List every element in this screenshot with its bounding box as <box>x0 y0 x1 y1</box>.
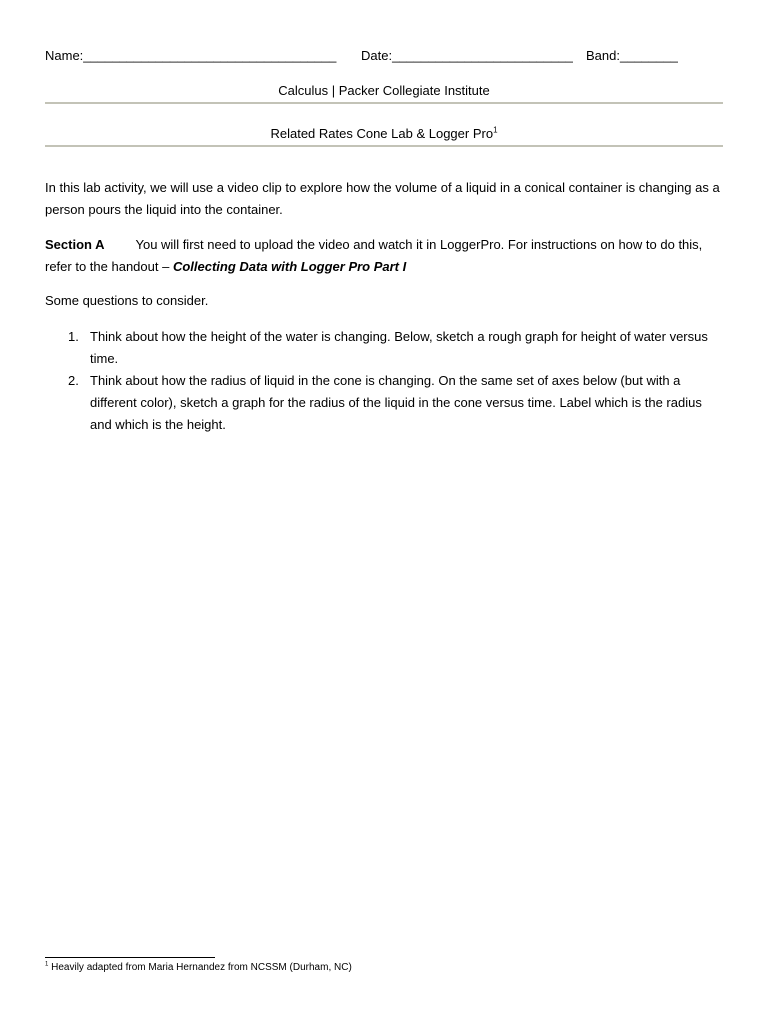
course-line: Calculus | Packer Collegiate Institute <box>278 83 490 98</box>
band-blank[interactable]: ________ <box>619 48 678 63</box>
questions-list <box>45 326 725 436</box>
band-field[interactable] <box>586 48 678 63</box>
section-a-text: You will first need to upload the video and watch it in LoggerPro. For instructions on how to do this, refer to the handout – <box>45 237 703 274</box>
date-label: Date: <box>361 48 393 63</box>
band-label: Band: <box>586 48 620 63</box>
list-item-text: Think about how the radius of liquid in the cone is changing. On the same set of axes below (but with a different color), sketch a graph for the radius of the liquid in the cone versus time. Label which is the radius and which is the height. <box>90 373 702 432</box>
list-item <box>45 370 725 436</box>
intro-paragraph: In this lab activity, we will use a video clip to explore how the volume of a liquid in a conical container is changing as a person pours the liquid into the container. <box>45 180 720 217</box>
footnote <box>45 962 352 973</box>
section-a-label: Section A <box>45 237 105 252</box>
date-blank[interactable]: _________________________ <box>392 48 573 63</box>
list-item <box>45 326 725 370</box>
name-field[interactable] <box>45 48 336 63</box>
lab-title-text: Related Rates Cone Lab & Logger Pro <box>270 126 494 141</box>
footnote-mark: 1 <box>45 961 49 968</box>
list-item-number: 2. <box>68 373 79 388</box>
lab-title <box>45 126 723 141</box>
name-blank[interactable]: ___________________________________ <box>83 48 337 63</box>
footnote-divider <box>45 957 215 958</box>
questions-intro: Some questions to consider. <box>45 293 209 308</box>
section-a-paragraph <box>45 234 725 278</box>
list-item-text: Think about how the height of the water is changing. Below, sketch a rough graph for height of water versus time. <box>90 329 708 366</box>
list-item-number: 1. <box>68 329 79 344</box>
name-label: Name: <box>45 48 84 63</box>
lab-title-footnote-mark: 1 <box>493 125 498 135</box>
handout-title: Collecting Data with Logger Pro Part I <box>172 259 407 274</box>
date-field[interactable] <box>361 48 573 63</box>
footnote-text: Heavily adapted from Maria Hernandez from NCSSM (Durham, NC) <box>48 962 352 973</box>
divider-top <box>45 102 723 104</box>
divider-bottom <box>45 145 723 147</box>
